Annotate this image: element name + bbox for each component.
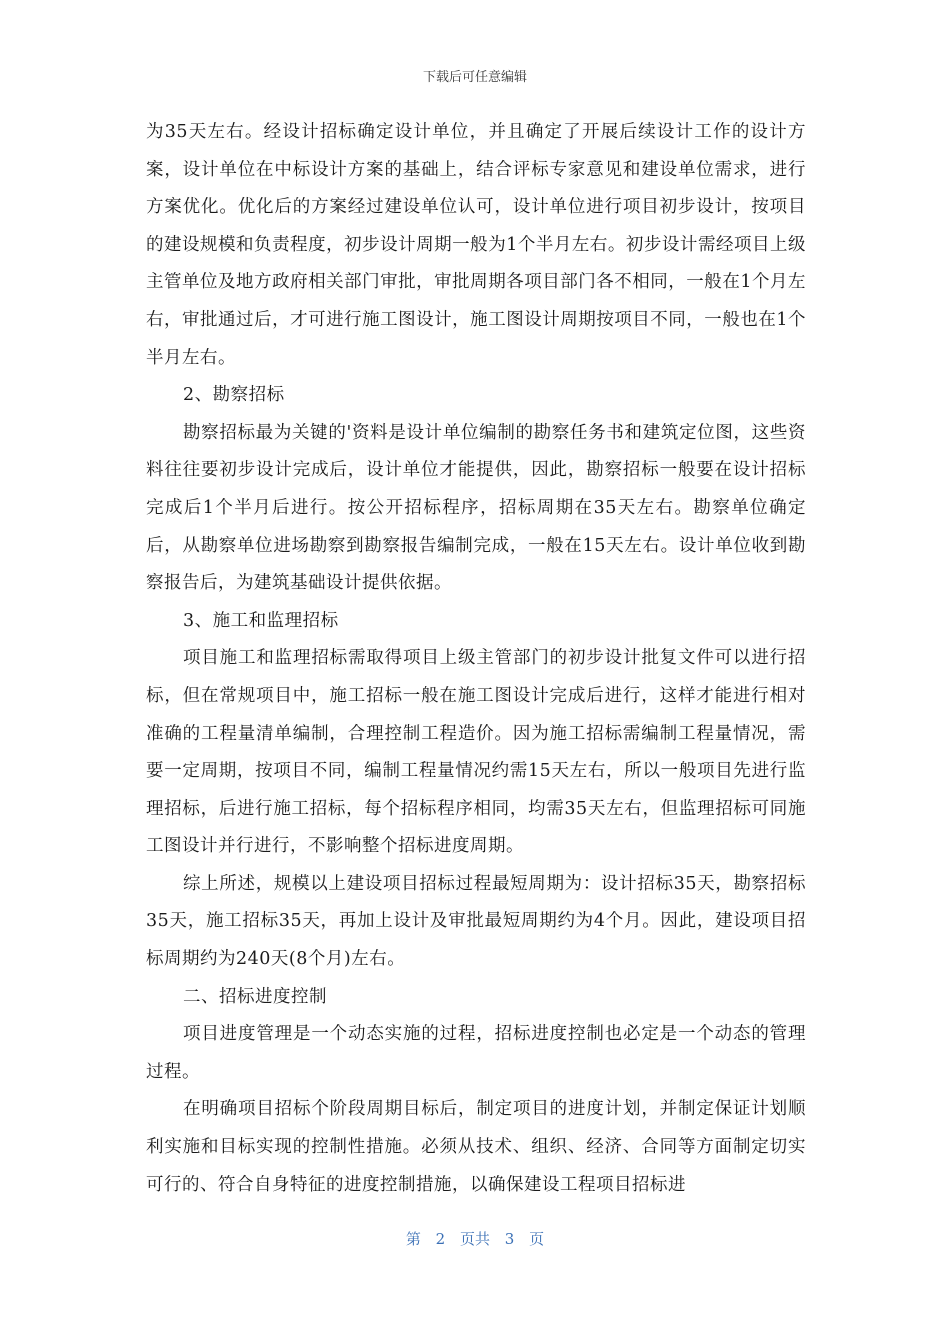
section-heading-construction-tender: 3、施工和监理招标: [183, 610, 339, 631]
paragraph-survey-tender: 勘察招标最为关键的'资料是设计单位编制的勘察任务书和建筑定位图，这些资料往往要初步设计完成后，设计单位才能提供，因此，勘察招标一般要在设计招标完成后1个半月后进行。按公开招标程序，招标周期在35天左右。勘察单位确定后，从勘察单位进场勘察到勘察报告编制完成，一般在15天左右。设计单位收到勘察报告后，为建筑基础设计提供依据。: [146, 422, 806, 594]
section-heading-progress-control: 二、招标进度控制: [183, 986, 327, 1007]
document-body: [146, 114, 806, 1204]
page-footer: 第 2 页共 3 页: [405, 1230, 545, 1248]
page-header: 下载后可任意编辑: [422, 70, 527, 85]
paragraph-summary: 综上所述，规模以上建设项目招标过程最短周期为：设计招标35天，勘察招标35天，施工招标35天，再加上设计及审批最短周期约为4个月。因此，建设项目招标周期约为240天(8个月)左右。: [146, 873, 806, 970]
section-heading-survey-tender: 2、勘察招标: [183, 385, 285, 406]
paragraph-control-measures: 在明确项目招标个阶段周期目标后，制定项目的进度计划，并制定保证计划顺利实施和目标实现的控制性措施。必须从技术、组织、经济、合同等方面制定切实可行的、符合自身特征的进度控制措施，以确保建设工程项目招标进: [146, 1099, 806, 1195]
paragraph-design-cycle: 为35天左右。经设计招标确定设计单位，并且确定了开展后续设计工作的设计方案，设计单位在中标设计方案的基础上，结合评标专家意见和建设单位需求，进行方案优化。优化后的方案经过建设单位认可，设计单位进行项目初步设计，按项目的建设规模和负责程度，初步设计周期一般为1个半月左右。初步设计需经项目上级主管单位及地方政府相关部门审批，审批周期各项目部门各不相同，一般在1个月左右，审批通过后，才可进行施工图设计，施工图设计周期按项目不同，一般也在1个半月左右。: [146, 122, 806, 368]
paragraph-progress-management: 项目进度管理是一个动态实施的过程，招标进度控制也必定是一个动态的管理过程。: [146, 1024, 806, 1082]
paragraph-construction-tender: 项目施工和监理招标需取得项目上级主管部门的初步设计批复文件可以进行招标，但在常规项目中，施工招标一般在施工图设计完成后进行，这样才能进行相对准确的工程量清单编制，合理控制工程造价。因为施工招标需编制工程量情况，需要一定周期，按项目不同，编制工程量情况约需15天左右，所以一般项目先进行监理招标，后进行施工招标，每个招标程序相同，均需35天左右，但监理招标可同施工图设计并行进行，不影响整个招标进度周期。: [146, 648, 806, 857]
